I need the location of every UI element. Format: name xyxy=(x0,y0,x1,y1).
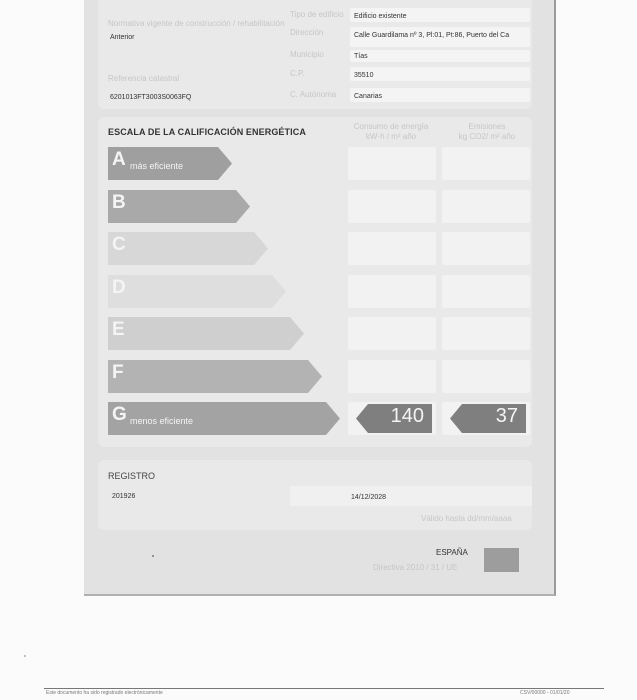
energy-class-letter: D xyxy=(112,276,126,298)
energy-class-shape xyxy=(108,317,304,350)
energy-class-shape xyxy=(108,190,250,223)
emission-rating-marker xyxy=(450,404,526,433)
energy-consumption-cell xyxy=(348,275,436,308)
energy-class-letter: E xyxy=(112,319,125,340)
tipo-label: Tipo de edificio xyxy=(290,10,344,19)
energy-consumption-cell xyxy=(348,232,436,265)
registry-date-box xyxy=(290,486,532,506)
energy-class-d xyxy=(108,275,286,308)
emissions-cell xyxy=(442,147,530,180)
energy-consumption-line1: Consumo de energía xyxy=(353,122,429,131)
scan-dot xyxy=(24,655,26,657)
rating-value: 140 xyxy=(390,405,424,427)
normativa-label: Normativa vigente de construcción / rehabilitación xyxy=(108,19,285,28)
registry-date: 14/12/2028 xyxy=(351,494,387,501)
energy-class-letter: F xyxy=(112,361,124,383)
rating-value: 37 xyxy=(495,405,518,427)
cp-label: C.P. xyxy=(290,69,305,78)
emissions-cell xyxy=(442,360,530,393)
footer-left-text: Este documento ha sido registrado electrónicamente xyxy=(46,690,163,696)
tipo-value: Edificio existente xyxy=(354,13,407,20)
ccaa-label: C. Autónoma xyxy=(290,90,337,99)
energy-class-arrow xyxy=(108,190,250,223)
registry-title: REGISTRO xyxy=(108,471,156,481)
municipio-label: Municipio xyxy=(290,50,324,59)
emissions-header xyxy=(442,122,532,142)
municipio-value-box xyxy=(350,50,530,62)
emissions-cell xyxy=(442,190,530,223)
ccaa-value: Canarias xyxy=(354,93,383,100)
energy-class-f xyxy=(108,360,322,393)
energy-consumption-line2: kW·h / m² año xyxy=(365,132,417,141)
cp-value-box xyxy=(350,67,530,81)
valid-until: Válido hasta dd/mm/aaaa xyxy=(421,514,512,523)
energy-class-e xyxy=(108,317,304,350)
energy-consumption-cell xyxy=(348,360,436,393)
emissions-line1: Emisiones xyxy=(468,122,506,131)
footer-right-text: CSV/00000 - 01/01/20 xyxy=(520,690,570,696)
eu-directive: Directiva 2010 / 31 / UE xyxy=(373,563,458,572)
energy-class-letter: A xyxy=(112,149,126,170)
certificate-sheet xyxy=(84,0,556,596)
energy-class-g xyxy=(108,402,340,435)
energy-class-b xyxy=(108,190,250,223)
energy-class-shape xyxy=(108,232,268,265)
emissions-line2: kg CO2/ m² año xyxy=(458,132,516,141)
energy-consumption-cell xyxy=(348,147,436,180)
emissions-cell xyxy=(442,317,530,350)
direccion-value: Calle Guardilama nº 3, Pl:01, Pt:86, Puerto del Ca xyxy=(354,32,510,39)
energy-class-text: menos eficiente xyxy=(130,416,194,426)
scan-dot xyxy=(152,555,154,557)
footer-rule xyxy=(44,688,604,689)
ref-value: 6201013FT3003S0063FQ xyxy=(110,94,192,101)
energy-class-text: más eficiente xyxy=(130,161,184,171)
country-name: ESPAÑA xyxy=(436,548,468,557)
energy-class-letter: B xyxy=(112,191,126,213)
energy-class-letter: G xyxy=(112,404,127,425)
energy-class-shape xyxy=(108,275,286,308)
energy-class-arrow xyxy=(108,317,304,350)
energy-class-letter: C xyxy=(112,234,126,255)
energy-scale-title: ESCALA DE LA CALIFICACIÓN ENERGÉTICA xyxy=(108,127,306,137)
energy-consumption-cell xyxy=(348,190,436,223)
energy-class-arrow xyxy=(108,275,286,308)
emissions-cell xyxy=(442,232,530,265)
energy-consumption-cell xyxy=(348,317,436,350)
energy-class-arrow xyxy=(108,360,322,393)
registry-number: 201926 xyxy=(112,493,136,500)
energy-consumption-header xyxy=(346,122,436,142)
direccion-label: Dirección xyxy=(290,28,324,37)
energy-rating-marker xyxy=(356,404,432,433)
energy-class-shape xyxy=(108,360,322,393)
cp-value: 35510 xyxy=(354,72,374,79)
emissions-cell xyxy=(442,275,530,308)
ref-label: Referencia catastral xyxy=(108,74,180,83)
energy-class-arrow xyxy=(108,232,268,265)
energy-class-c xyxy=(108,232,268,265)
municipio-value: Tías xyxy=(354,53,368,60)
energy-class-a xyxy=(108,147,232,180)
eu-flag-icon xyxy=(484,548,519,572)
normativa-value: Anterior xyxy=(110,34,135,41)
